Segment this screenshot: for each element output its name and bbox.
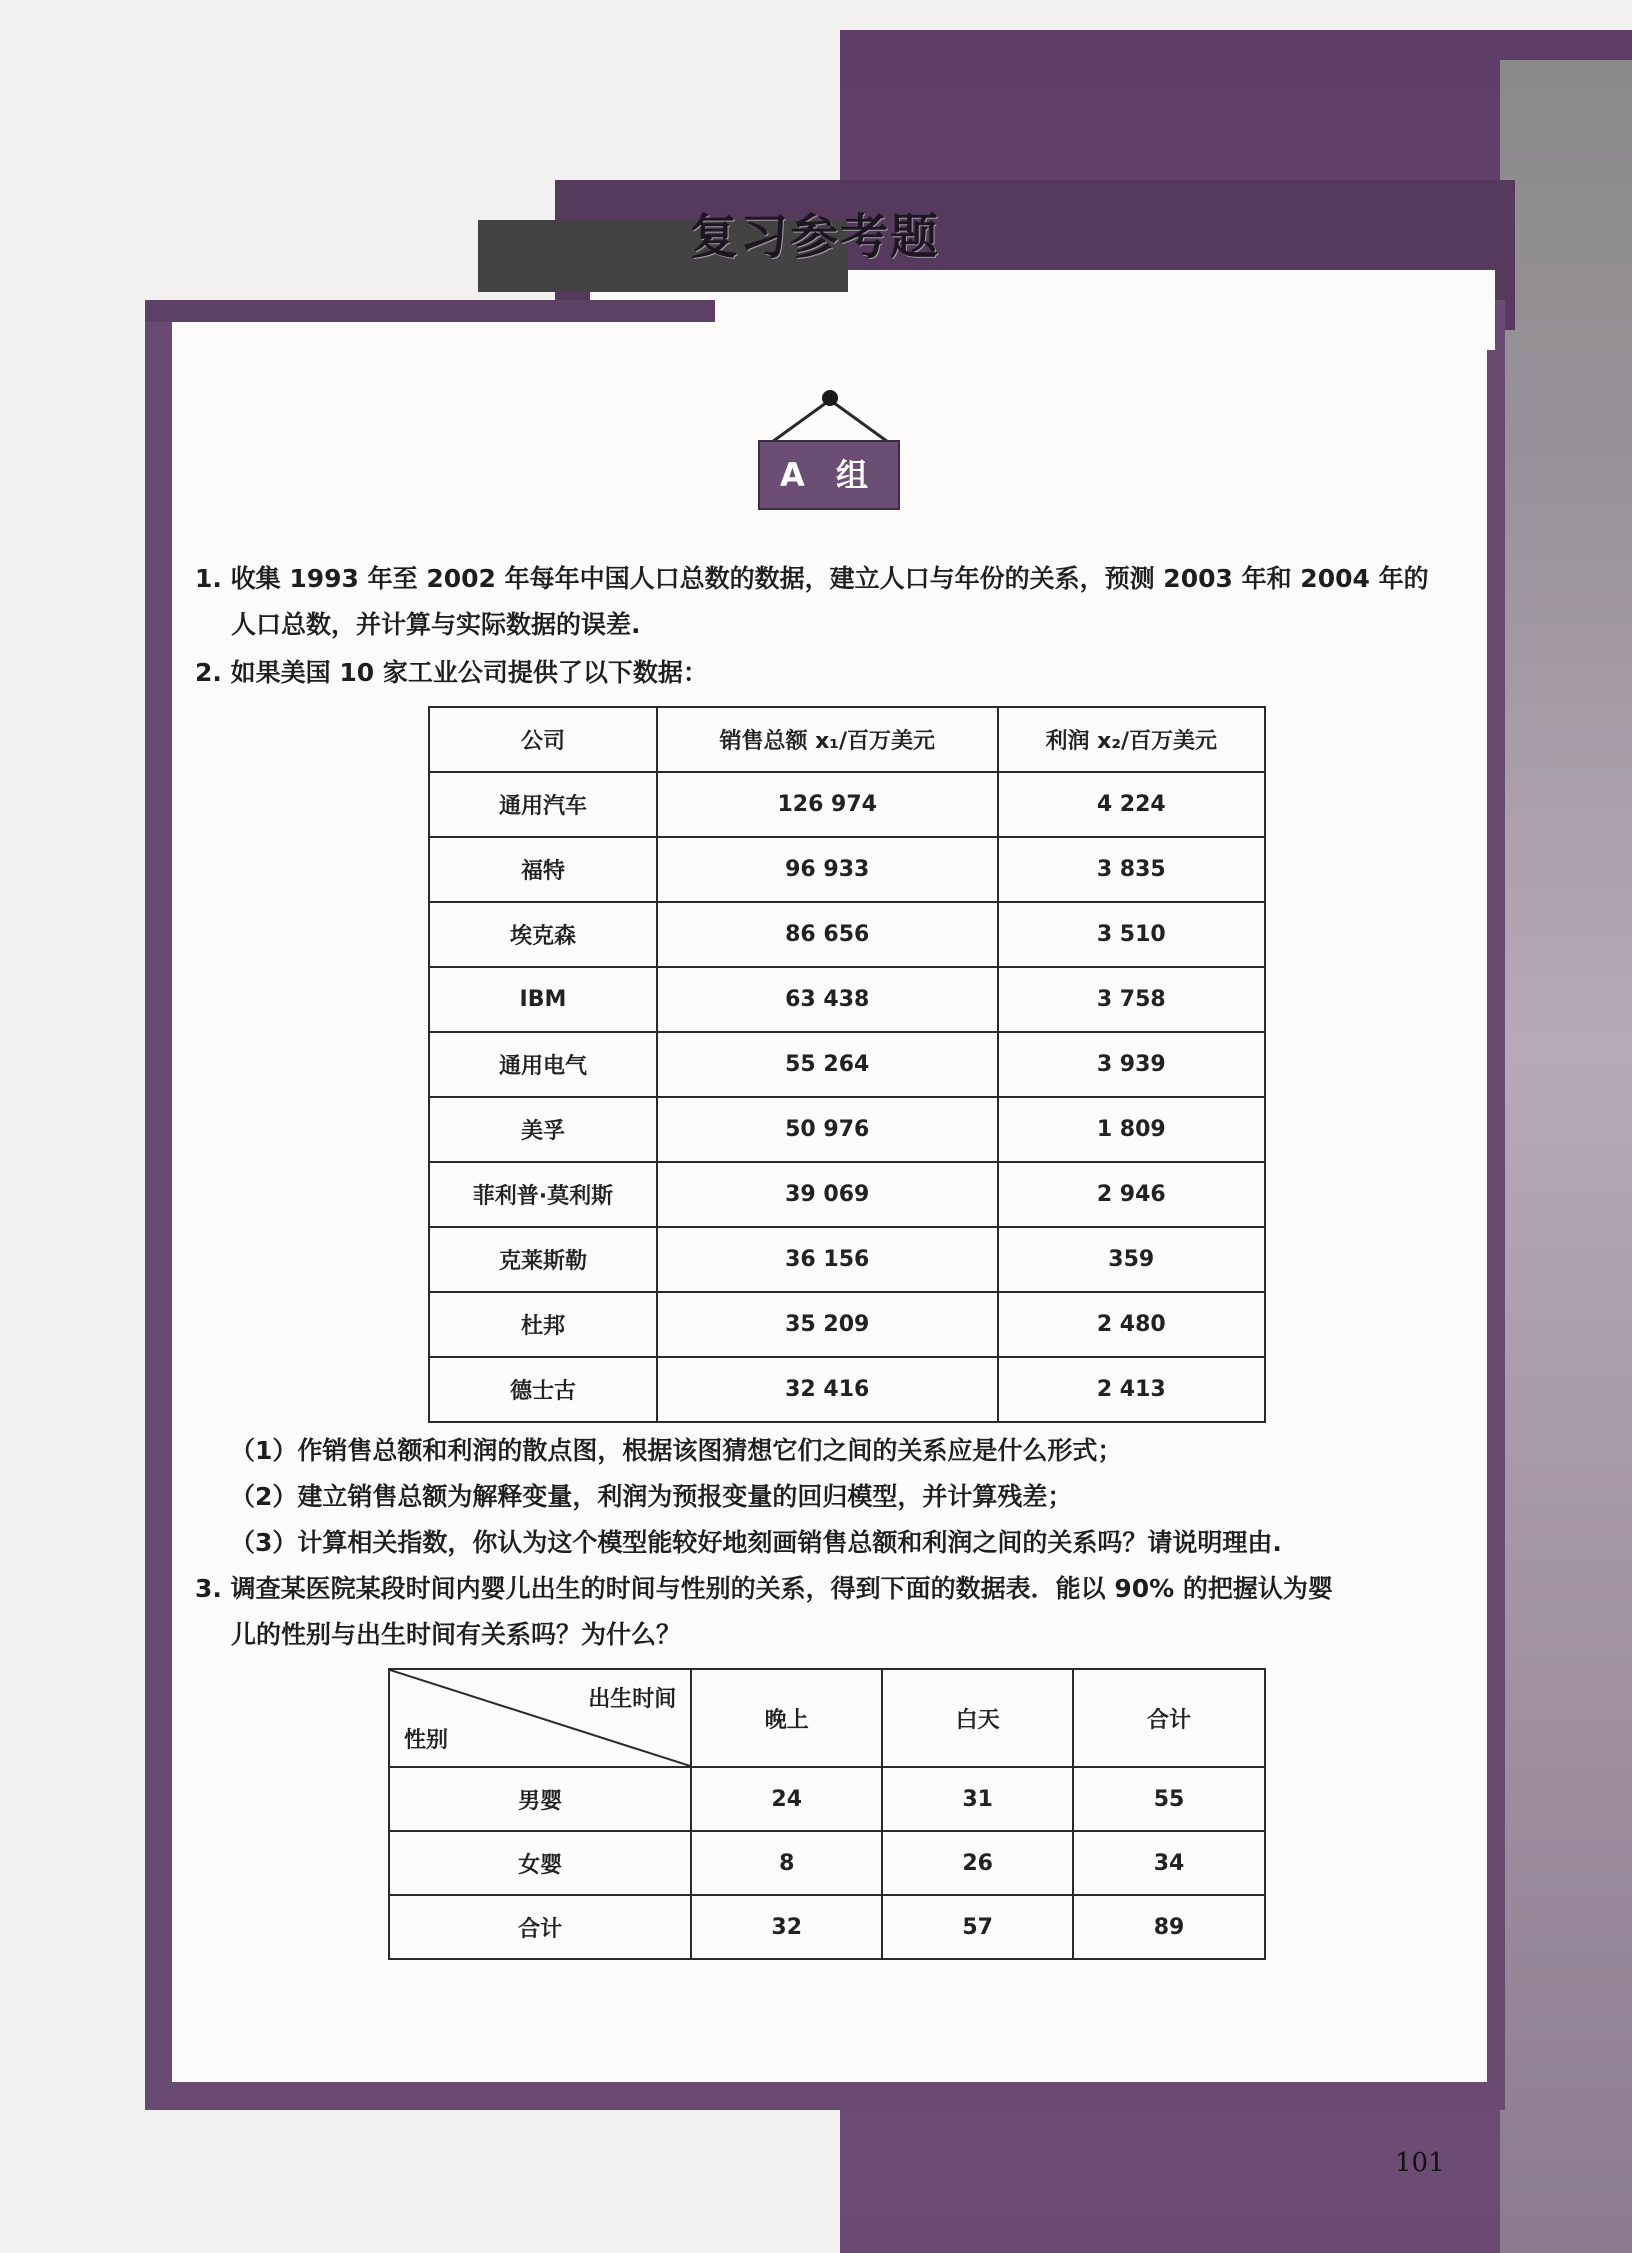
table-cell: 26 <box>882 1831 1073 1895</box>
question-number: 3. <box>195 1574 222 1603</box>
table-cell: 菲利普·莫利斯 <box>429 1162 657 1227</box>
table-row <box>429 1162 1265 1227</box>
table-row <box>429 1097 1265 1162</box>
table-row <box>429 1292 1265 1357</box>
decorative-grey-edge <box>1500 60 1632 2253</box>
table-cell: 美孚 <box>429 1097 657 1162</box>
table-header-cell: 白天 <box>882 1669 1073 1767</box>
table-cell: 50 976 <box>657 1097 998 1162</box>
question-2 <box>195 650 1475 696</box>
table-cell: 通用汽车 <box>429 772 657 837</box>
table-cell: 德士古 <box>429 1357 657 1422</box>
table-cell: 3 939 <box>998 1032 1265 1097</box>
table-cell: 埃克森 <box>429 902 657 967</box>
table-cell: 89 <box>1073 1895 1265 1959</box>
table-cell: 女婴 <box>389 1831 691 1895</box>
question-text: 调查某医院某段时间内婴儿出生的时间与性别的关系，得到下面的数据表．能以 90% 的把握认为婴 <box>230 1574 1333 1603</box>
table-cell: 2 480 <box>998 1292 1265 1357</box>
table-cell: 55 <box>1073 1767 1265 1831</box>
table-cell: 86 656 <box>657 902 998 967</box>
table-cell: 8 <box>691 1831 882 1895</box>
table-cell: 96 933 <box>657 837 998 902</box>
table-row <box>429 1357 1265 1422</box>
table-cell: 克莱斯勒 <box>429 1227 657 1292</box>
table-cell: 35 209 <box>657 1292 998 1357</box>
table-row <box>429 772 1265 837</box>
table-cell: 通用电气 <box>429 1032 657 1097</box>
question-1 <box>195 556 1475 648</box>
corner-label-bottom: 性别 <box>404 1728 449 1753</box>
decorative-strip <box>145 300 715 322</box>
table-cell: 2 413 <box>998 1357 1265 1422</box>
table-row <box>389 1895 1265 1959</box>
table-cell: 杜邦 <box>429 1292 657 1357</box>
page-number: 101 <box>1395 2148 1445 2178</box>
table-header-cell: 晚上 <box>691 1669 882 1767</box>
table-row <box>429 837 1265 902</box>
page-title: 复习参考题 <box>690 209 941 265</box>
table-row <box>429 1032 1265 1097</box>
question-number: 2. <box>195 658 222 687</box>
table-cell: 男婴 <box>389 1767 691 1831</box>
table-cell: 3 510 <box>998 902 1265 967</box>
table-cell: 34 <box>1073 1831 1265 1895</box>
sales-profit-table <box>428 706 1266 1423</box>
birth-gender-table <box>388 1668 1266 1960</box>
corner-label-top: 出生时间 <box>588 1687 677 1712</box>
question-text: 儿的性别与出生时间有关系吗？为什么？ <box>231 1620 682 1649</box>
table-header-row <box>389 1669 1265 1767</box>
table-cell: 31 <box>882 1767 1073 1831</box>
table-cell: 126 974 <box>657 772 998 837</box>
section-label: A 组 <box>758 440 900 510</box>
table-cell: 3 758 <box>998 967 1265 1032</box>
table-cell: 24 <box>691 1767 882 1831</box>
table-row <box>429 902 1265 967</box>
question-number: 1. <box>195 564 222 593</box>
table-cell: 3 835 <box>998 837 1265 902</box>
table-cell: IBM <box>429 967 657 1032</box>
table-cell: 32 <box>691 1895 882 1959</box>
table-header-cell: 合计 <box>1073 1669 1265 1767</box>
table-row <box>429 1227 1265 1292</box>
table-header-cell: 销售总额 x₁/百万美元 <box>657 707 998 772</box>
table-cell: 55 264 <box>657 1032 998 1097</box>
sub-question: （3）计算相关指数，你认为这个模型能较好地刻画销售总额和利润之间的关系吗？请说明理由. <box>230 1528 1282 1557</box>
table-cell: 39 069 <box>657 1162 998 1227</box>
table-cell: 57 <box>882 1895 1073 1959</box>
table-header-cell: 公司 <box>429 707 657 772</box>
table-cell: 福特 <box>429 837 657 902</box>
table-cell: 359 <box>998 1227 1265 1292</box>
question-3 <box>195 1566 1475 1658</box>
question-text: 如果美国 10 家工业公司提供了以下数据： <box>230 658 708 687</box>
table-row <box>429 967 1265 1032</box>
question-text: 收集 1993 年至 2002 年每年中国人口总数的数据，建立人口与年份的关系，预测 2003 年和 2004 年的 <box>230 564 1429 593</box>
sub-question: （2）建立销售总额为解释变量，利润为预报变量的回归模型，并计算残差； <box>230 1482 1073 1511</box>
table-cell: 合计 <box>389 1895 691 1959</box>
table-header-row <box>429 707 1265 772</box>
table-corner-cell <box>389 1669 691 1767</box>
table-cell: 2 946 <box>998 1162 1265 1227</box>
table-cell: 4 224 <box>998 772 1265 837</box>
table-cell: 36 156 <box>657 1227 998 1292</box>
table-cell: 32 416 <box>657 1357 998 1422</box>
table-cell: 63 438 <box>657 967 998 1032</box>
sub-question: （1）作销售总额和利润的散点图，根据该图猜想它们之间的关系应是什么形式； <box>230 1436 1123 1465</box>
table-cell: 1 809 <box>998 1097 1265 1162</box>
table-row <box>389 1767 1265 1831</box>
table-header-cell: 利润 x₂/百万美元 <box>998 707 1265 772</box>
table-row <box>389 1831 1265 1895</box>
question-text: 人口总数，并计算与实际数据的误差. <box>231 610 641 639</box>
